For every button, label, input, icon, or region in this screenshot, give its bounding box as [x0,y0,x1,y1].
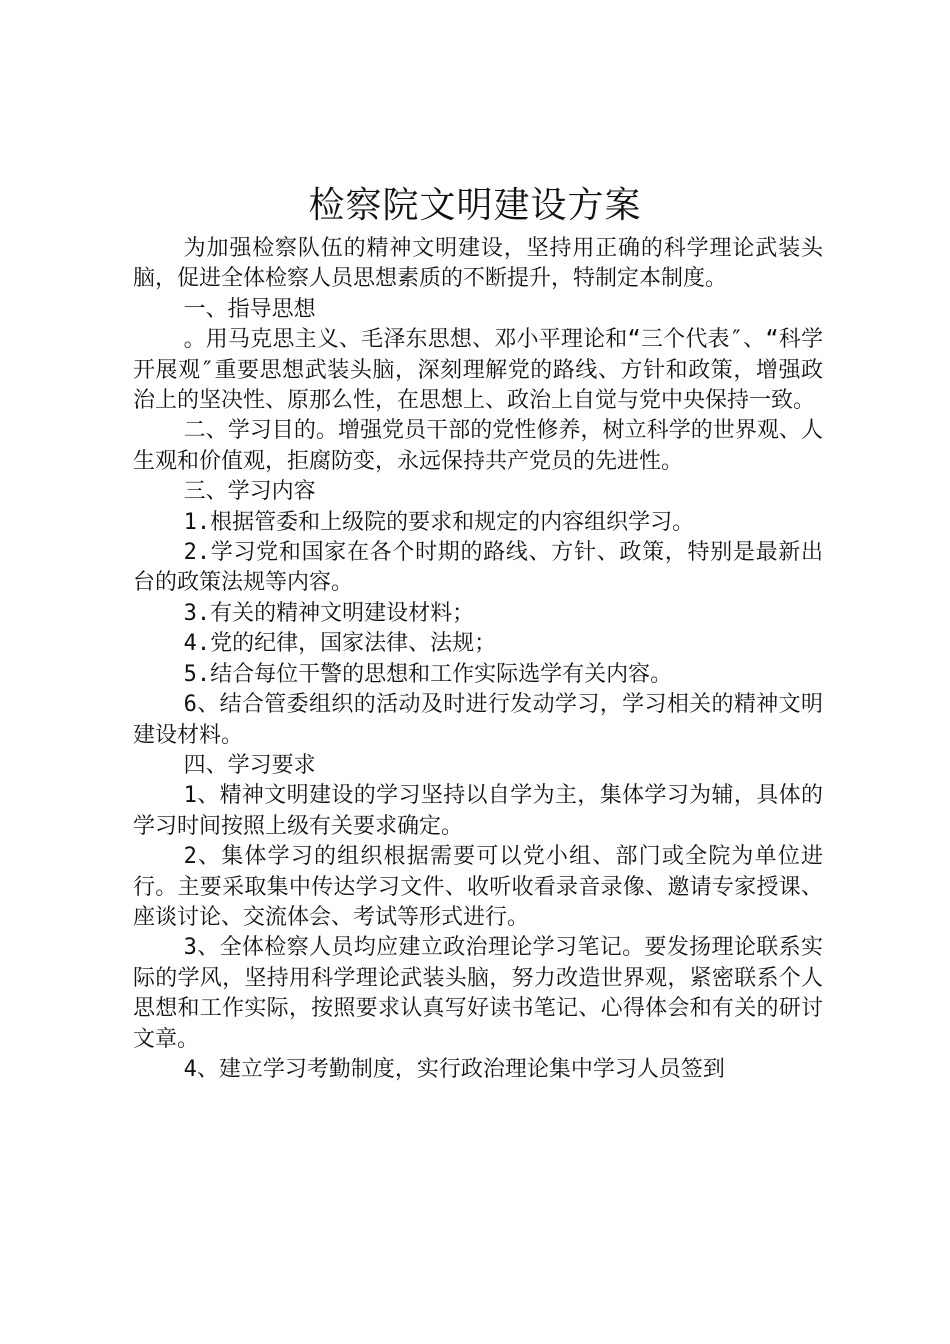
document-body [133,234,823,1085]
list-item-content-2: 2.学习党和国家在各个时期的路线、方针、政策，特别是最新出台的政策法规等内容。 [133,540,823,596]
list-item-content-3: 3.有关的精神文明建设材料； [183,600,475,626]
list-item-requirement-1: 1、精神文明建设的学习坚持以自学为主，集体学习为辅，具体的学习时间按照上级有关要求确定。 [133,783,823,839]
document-title: 检察院文明建设方案 [308,185,642,226]
list-item-content-6: 6、结合管委组织的活动及时进行发动学习，学习相关的精神文明建设材料。 [133,692,823,748]
paragraph-guiding-ideology: 。用马克思主义、毛泽东思想、邓小平理论和“三个代表″、“科学开展观″重要思想武装头脑，深刻理解党的路线、方针和政策，增强政治上的坚决性、原那么性，在思想上、政治上自觉与党中央保持一致。 [133,327,823,414]
heading-study-requirements: 四、学习要求 [183,752,316,778]
list-item-requirement-2: 2、集体学习的组织根据需要可以党小组、部门或全院为单位进行。主要采取集中传达学习文件、收听收看录音录像、邀请专家授课、座谈讨论、交流体会、考试等形式进行。 [133,844,823,930]
heading-study-content: 三、学习内容 [183,479,316,505]
paragraph-study-purpose: 二、学习目的。增强党员干部的党性修养，树立科学的世界观、人生观和价值观，拒腐防变，永远保持共产党员的先进性。 [133,418,823,474]
list-item-content-4: 4.党的纪律，国家法律、法规； [183,631,497,657]
list-item-requirement-3: 3、全体检察人员均应建立政治理论学习笔记。要发扬理论联系实际的学风，坚持用科学理论武装头脑，努力改造世界观，紧密联系个人思想和工作实际，按照要求认真写好读书笔记、心得体会和有关的研讨文章。 [133,935,823,1052]
list-item-content-1: 1.根据管委和上级院的要求和规定的内容组织学习。 [183,509,695,535]
heading-guiding-ideology: 一、指导思想 [183,296,316,322]
paragraph-intro: 为加强检察队伍的精神文明建设，坚持用正确的科学理论武装头脑，促进全体检察人员思想素质的不断提升，特制定本制度。 [133,236,823,292]
list-item-requirement-4: 4、建立学习考勤制度，实行政治理论集中学习人员签到 [183,1056,725,1082]
list-item-content-5: 5.结合每位干警的思想和工作实际选学有关内容。 [183,661,673,687]
